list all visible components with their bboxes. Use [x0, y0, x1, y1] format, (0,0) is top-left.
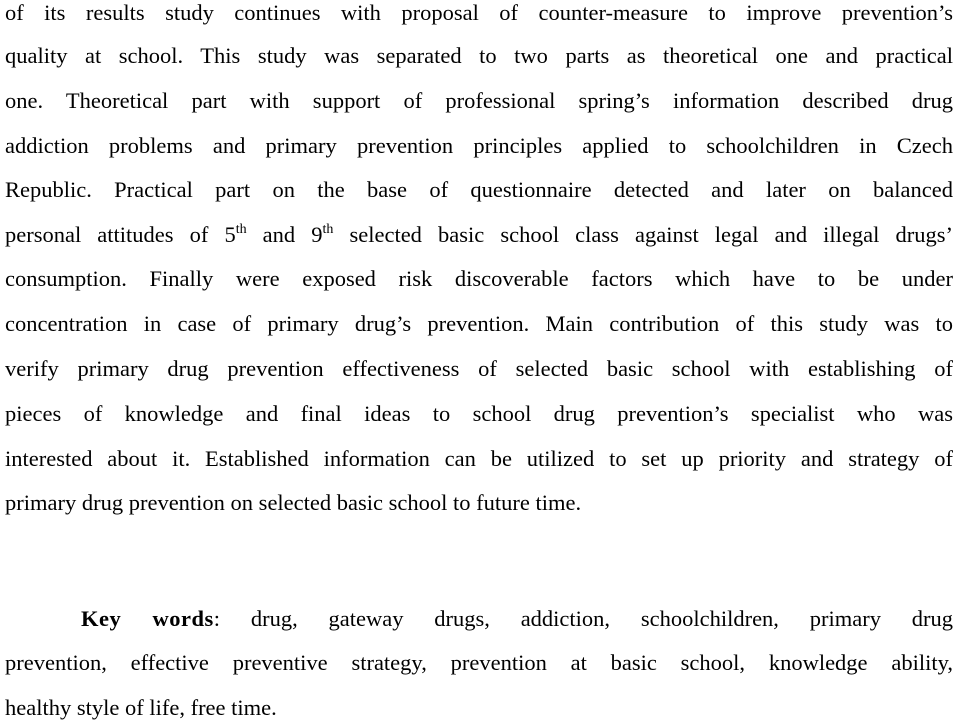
abstract-line-6-part-c: selected basic school class against legal and illegal drugs’: [333, 222, 953, 247]
abstract-line-8: concentration in case of primary drug’s prevention. Main contribution of this study was to: [5, 311, 953, 336]
keywords-label: Key words: [81, 606, 214, 631]
keywords-line-3: healthy style of life, free time.: [5, 695, 277, 720]
ordinal-superscript: th: [235, 222, 247, 237]
abstract-line-7: consumption. Finally were exposed risk discoverable factors which have to be under: [5, 266, 953, 291]
abstract-line-9: verify primary drug prevention effectiveness of selected basic school with establishing of: [5, 356, 953, 381]
abstract-line-6: [5, 220, 953, 250]
abstract-line-1: of its results study continues with proposal of counter-measure to improve prevention’s: [5, 0, 953, 25]
abstract-line-4: addiction problems and primary prevention principles applied to schoolchildren in Czech: [5, 133, 953, 158]
abstract-line-3: one. Theoretical part with support of professional spring’s information described drug: [5, 88, 953, 113]
abstract-line-5: Republic. Practical part on the base of questionnaire detected and later on balanced: [5, 177, 953, 202]
abstract-line-2: quality at school. This study was separated to two parts as theoretical one and practical: [5, 43, 953, 68]
abstract-line-6-part-b: and 9: [246, 222, 323, 247]
abstract-line-12: primary drug prevention on selected basic school to future time.: [5, 490, 582, 515]
keywords-line-1: [81, 604, 953, 634]
abstract-line-11: interested about it. Established information can be utilized to set up priority and strategy of: [5, 446, 953, 471]
keywords-list-start: : drug, gateway drugs, addiction, schoolchildren, primary drug: [213, 606, 953, 631]
ordinal-superscript: th: [322, 222, 334, 237]
abstract-line-6-part-a: personal attitudes of 5: [5, 222, 236, 247]
abstract-line-10: pieces of knowledge and final ideas to school drug prevention’s specialist who was: [5, 401, 953, 426]
keywords-line-2: prevention, effective preventive strategy, prevention at basic school, knowledge ability,: [5, 650, 953, 675]
